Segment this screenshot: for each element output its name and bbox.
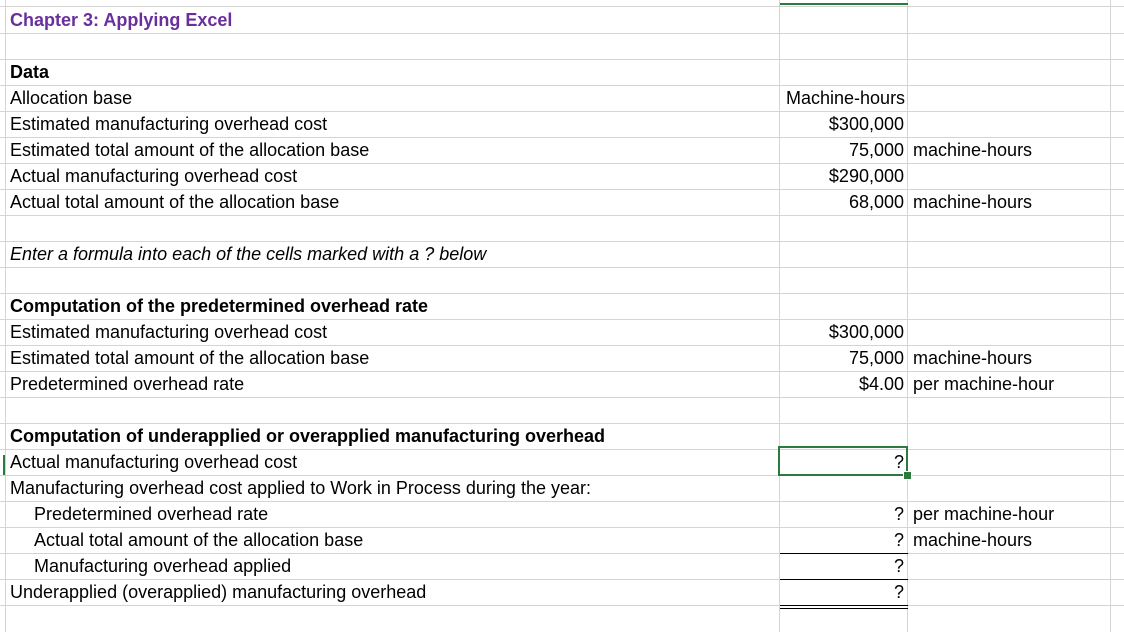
page-title[interactable]: Chapter 3: Applying Excel: [10, 10, 233, 30]
pohr-est-overhead-value[interactable]: $300,000: [828, 322, 904, 342]
fill-handle[interactable]: [903, 471, 912, 480]
pohr-est-base-value[interactable]: 75,000: [848, 348, 904, 368]
under-over-heading[interactable]: Computation of underapplied or overapplied manufacturing overhead: [10, 426, 606, 446]
uo-pohr-label[interactable]: Predetermined overhead rate: [34, 504, 269, 524]
instruction-text[interactable]: Enter a formula into each of the cells marked with a ? below: [10, 244, 487, 264]
row-marker: [3, 455, 5, 475]
est-base-label[interactable]: Estimated total amount of the allocation base: [10, 140, 370, 160]
est-base-unit[interactable]: machine-hours: [913, 140, 1033, 160]
uo-act-base-label[interactable]: Actual total amount of the allocation base: [34, 530, 364, 550]
uo-result-value[interactable]: ?: [893, 582, 904, 602]
est-overhead-label[interactable]: Estimated manufacturing overhead cost: [10, 114, 328, 134]
allocation-base-label[interactable]: Allocation base: [10, 88, 133, 108]
uo-act-overhead-value[interactable]: ?: [893, 452, 904, 472]
pohr-rate-label[interactable]: Predetermined overhead rate: [10, 374, 245, 394]
data-heading[interactable]: Data: [10, 62, 50, 82]
act-base-unit[interactable]: machine-hours: [913, 192, 1033, 212]
pohr-est-base-unit[interactable]: machine-hours: [913, 348, 1033, 368]
double-underline: [780, 605, 908, 609]
uo-act-base-unit[interactable]: machine-hours: [913, 530, 1033, 550]
uo-act-base-value[interactable]: ?: [893, 530, 904, 550]
est-overhead-value[interactable]: $300,000: [828, 114, 904, 134]
uo-applied-value[interactable]: ?: [893, 556, 904, 576]
act-base-label[interactable]: Actual total amount of the allocation base: [10, 192, 340, 212]
act-base-value[interactable]: 68,000: [848, 192, 904, 212]
pohr-heading[interactable]: Computation of the predetermined overhead rate: [10, 296, 429, 316]
act-overhead-value[interactable]: $290,000: [828, 166, 904, 186]
uo-act-overhead-label[interactable]: Actual manufacturing overhead cost: [10, 452, 298, 472]
allocation-base-value[interactable]: Machine-hours: [786, 88, 906, 108]
uo-pohr-unit[interactable]: per machine-hour: [913, 504, 1055, 524]
pohr-rate-unit[interactable]: per machine-hour: [913, 374, 1055, 394]
pohr-est-overhead-label[interactable]: Estimated manufacturing overhead cost: [10, 322, 328, 342]
uo-pohr-value[interactable]: ?: [893, 504, 904, 524]
uo-applied-intro-label[interactable]: Manufacturing overhead cost applied to Work in Process during the year:: [10, 478, 591, 498]
pohr-rate-value[interactable]: $4.00: [858, 374, 904, 394]
est-base-value[interactable]: 75,000: [848, 140, 904, 160]
uo-applied-label[interactable]: Manufacturing overhead applied: [34, 556, 292, 576]
act-overhead-label[interactable]: Actual manufacturing overhead cost: [10, 166, 298, 186]
pohr-est-base-label[interactable]: Estimated total amount of the allocation base: [10, 348, 370, 368]
column-highlight: [780, 3, 908, 5]
uo-result-label[interactable]: Underapplied (overapplied) manufacturing overhead: [10, 582, 427, 602]
